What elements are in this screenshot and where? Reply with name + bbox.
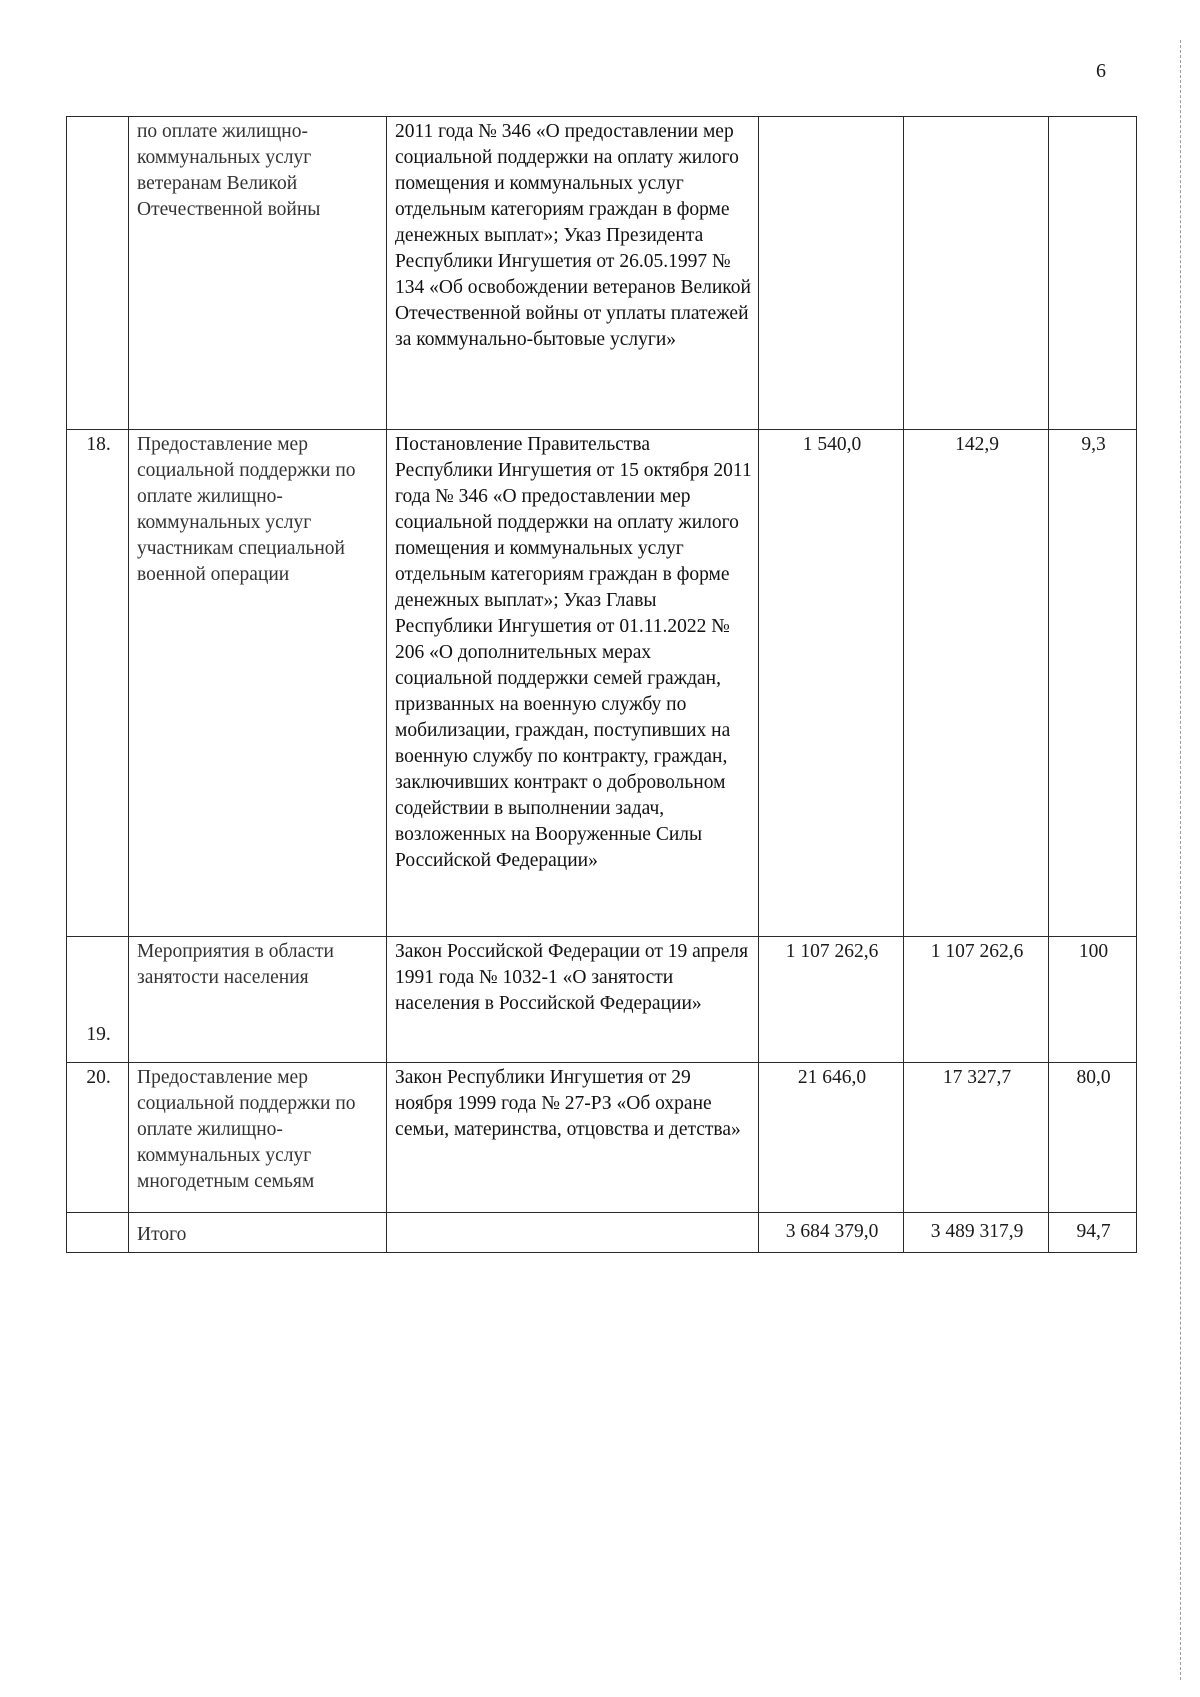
total-fact-value: 3 489 317,9 <box>904 1213 1049 1253</box>
percent-value: 9,3 <box>1049 430 1137 937</box>
total-label: Итого <box>129 1213 387 1253</box>
fact-value <box>904 117 1049 430</box>
row-number <box>67 117 129 430</box>
percent-value: 80,0 <box>1049 1063 1137 1213</box>
percent-value <box>1049 117 1137 430</box>
budget-table <box>66 116 1137 1253</box>
total-number-cell <box>67 1213 129 1253</box>
row-number: 19. <box>67 937 129 1063</box>
percent-value: 100 <box>1049 937 1137 1063</box>
legal-basis: 2011 года № 346 «О предоставлении мер социальной поддержки на оплату жилого помещения и коммунальных услуг отдельным категориям граждан в форме денежных выплат»; Указ Президента Республики Ингушетия от 26.05.1997 № 134 «Об освобождении ветеранов Великой Отечественной войны от уплаты платежей за коммунально-бытовые услуги» <box>387 117 759 430</box>
fact-value: 142,9 <box>904 430 1049 937</box>
table-row <box>67 117 1137 430</box>
legal-basis: Закон Республики Ингушетия от 29 ноября 1999 года № 27-РЗ «Об охране семьи, материнства, отцовства и детства» <box>387 1063 759 1213</box>
fact-value: 1 107 262,6 <box>904 937 1049 1063</box>
row-number: 18. <box>67 430 129 937</box>
total-basis-cell <box>387 1213 759 1253</box>
table-row <box>67 430 1137 937</box>
plan-value: 21 646,0 <box>759 1063 904 1213</box>
measure-name: по оплате жилищно-коммунальных услуг ветеранам Великой Отечественной войны <box>129 117 387 430</box>
measure-name: Предоставление мер социальной поддержки по оплате жилищно-коммунальных услуг участникам специальной военной операции <box>129 430 387 937</box>
table-row <box>67 937 1137 1063</box>
fact-value: 17 327,7 <box>904 1063 1049 1213</box>
plan-value: 1 107 262,6 <box>759 937 904 1063</box>
table-row <box>67 1063 1137 1213</box>
plan-value: 1 540,0 <box>759 430 904 937</box>
plan-value <box>759 117 904 430</box>
page-number: 6 <box>1096 60 1106 82</box>
row-number: 20. <box>67 1063 129 1213</box>
total-plan-value: 3 684 379,0 <box>759 1213 904 1253</box>
measure-name: Предоставление мер социальной поддержки по оплате жилищно-коммунальных услуг многодетным семьям <box>129 1063 387 1213</box>
legal-basis: Закон Российской Федерации от 19 апреля 1991 года № 1032-1 «О занятости населения в Российской Федерации» <box>387 937 759 1063</box>
measure-name: Мероприятия в области занятости населения <box>129 937 387 1063</box>
total-row <box>67 1213 1137 1253</box>
total-percent-value: 94,7 <box>1049 1213 1137 1253</box>
legal-basis: Постановление Правительства Республики Ингушетия от 15 октября 2011 года № 346 «О предоставлении мер социальной поддержки на оплату жилого помещения и коммунальных услуг отдельным категориям граждан в форме денежных выплат»; Указ Главы Республики Ингушетия от 01.11.2022 № 206 «О дополнительных мерах социальной поддержки семей граждан, призванных на военную службу по мобилизации, граждан, поступивших на военную службу по контракту, граждан, заключивших контракт о добровольном содействии в выполнении задач, возложенных на Вооруженные Силы Российской Федерации» <box>387 430 759 937</box>
scan-edge-rule <box>1180 40 1181 1680</box>
